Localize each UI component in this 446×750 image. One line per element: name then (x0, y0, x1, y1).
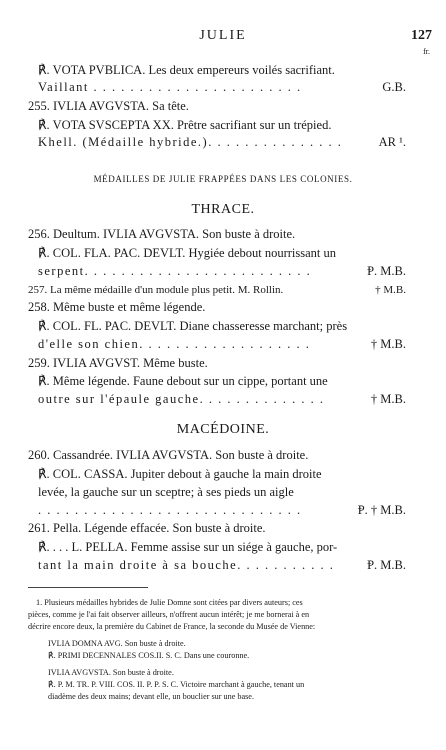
macedoine-line: 260. Cassandrée. IVLIA AVGVSTA. Son buste à droite. (28, 448, 309, 462)
section-heading-thrace: THRACE. (191, 202, 255, 217)
entry-line: ℟. VOTA SVSCEPTA XX. Prêtre sacrifiant sur un trépied. (38, 118, 332, 132)
footnote-line: décrire encore deux, la première du Cabinet de France, la seconde du Musée de Vienne: (28, 622, 316, 631)
entry-line: 255. IVLIA AVGVSTA. Sa tête. (28, 99, 189, 113)
page-number: 127 (411, 28, 432, 43)
macedoine-line: levée, la gauche sur un sceptre; à ses pieds un aigle (38, 485, 294, 499)
running-title: JULIE (199, 28, 247, 43)
thrace-line: ℟. COL. FLA. PAC. DEVLT. Hygiée debout nourrissant un (38, 246, 337, 260)
macedoine-line: 261. Pella. Légende effacée. Son buste à droite. (28, 521, 266, 535)
footnote-line: ℟. P. M. TR. P. VIII. COS. II. P. P. S. C. Victoire marchant à gauche, tenant un (48, 680, 305, 689)
footnote-line: diadème des deux mains; devant elle, un bouclier sur une base. (48, 692, 254, 701)
entry-line: Vaillant . . . . . . . . . . . . . . . . . . . . . . . G.B. (38, 80, 406, 94)
thrace-line: 257. La même médaille d'un module plus petit. M. Rollin. † M.B. (28, 284, 406, 296)
footnote-line: IVLIA AVGVSTA. Son buste à droite. (48, 668, 174, 677)
footnote-line: ℟. PRIMI DECENNALES COS.II. S. C. Dans une couronne. (48, 651, 250, 660)
footnote-line: pièces, comme je l'ai fait observer ailleurs, n'offrent aucun intérêt; je me bornerai à en (28, 610, 310, 619)
macedoine-line: tant la main droite à sa bouche. . . . . . . . . . . Ᵽ. M.B. (38, 558, 406, 572)
page-note: fr. (423, 47, 430, 56)
section-heading-macedoine: MACÉDOINE. (176, 422, 270, 437)
thrace-line: 259. IVLIA AVGVST. Même buste. (28, 356, 208, 370)
macedoine-line: ℟. COL. CASSA. Jupiter debout à gauche la main droite (38, 467, 322, 481)
entry-line: ℟. VOTA PVBLICA. Les deux empereurs voilés sacrifiant. (38, 63, 335, 77)
thrace-line: serpent. . . . . . . . . . . . . . . . . . . . . . . . . Ᵽ. M.B. (38, 264, 406, 278)
thrace-line: ℟. Même légende. Faune debout sur un cippe, portant une (38, 374, 328, 388)
footnote-rule (28, 587, 148, 588)
thrace-line: 258. Même buste et même légende. (28, 300, 206, 314)
macedoine-line: . . . . . . . . . . . . . . . . . . . . . . . . . . . . . Ᵽ. † M.B. (38, 503, 406, 517)
colonies-heading: MÉDAILLES DE JULIE FRAPPÉES DANS LES COLONIES. (93, 174, 353, 184)
thrace-line: d'elle son chien. . . . . . . . . . . . . . . . . . . † M.B. (38, 337, 406, 351)
footnote-line: IVLIA DOMNA AVG. Son buste à droite. (48, 639, 186, 648)
thrace-line: 256. Deultum. IVLIA AVGVSTA. Son buste à droite. (28, 227, 296, 241)
macedoine-line: ℟. . . . L. PELLA. Femme assise sur un siége à gauche, por- (38, 540, 338, 554)
thrace-line: outre sur l'épaule gauche. . . . . . . . . . . . . . † M.B. (38, 392, 406, 406)
footnote-line: 1. Plusieurs médailles hybrides de Julie Domne sont citées par divers auteurs; ces (36, 598, 303, 607)
thrace-line: ℟. COL. FL. PAC. DEVLT. Diane chasseresse marchant; près (38, 319, 348, 333)
entry-line: Khell. (Médaille hybride.). . . . . . . . . . . . . . . AR ¹. (38, 135, 406, 149)
